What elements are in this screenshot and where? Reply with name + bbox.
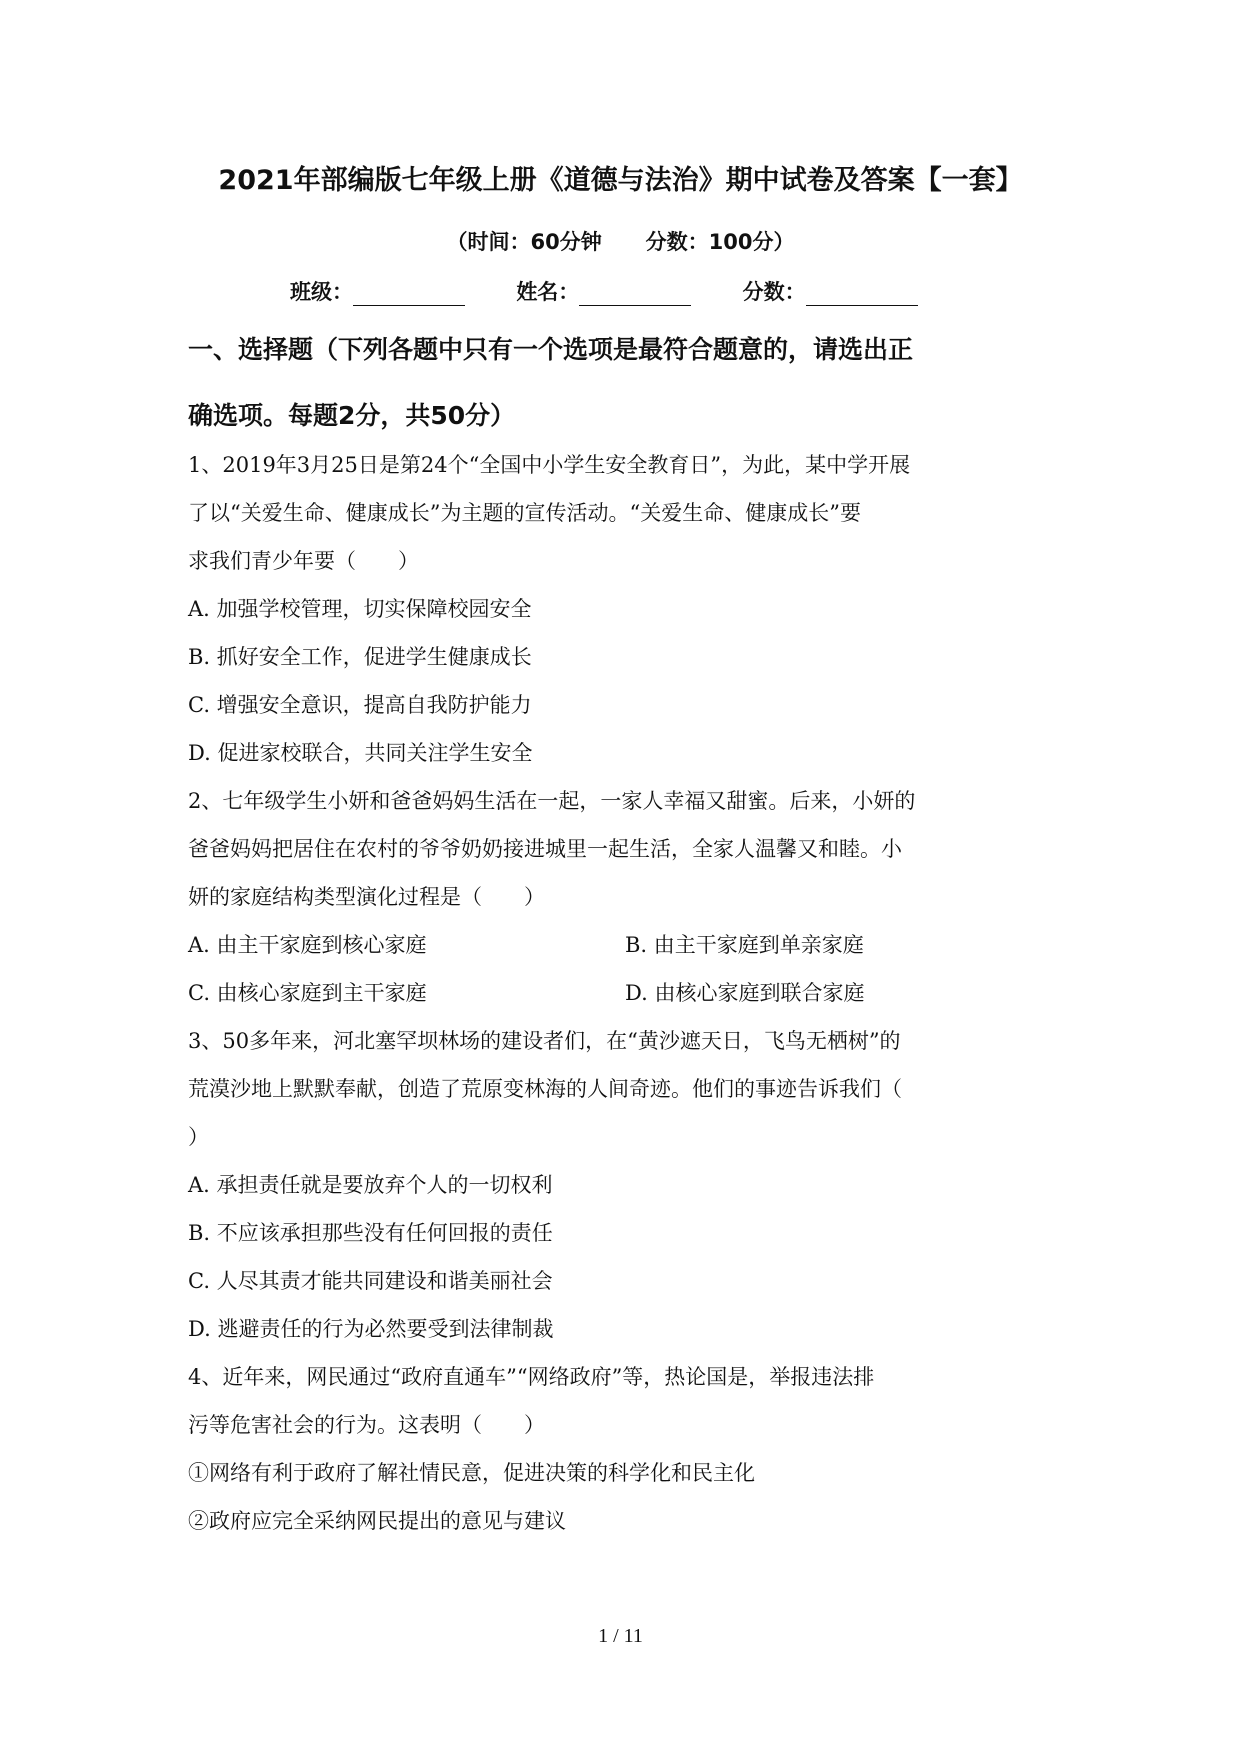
q3-line-1: 3、50多年来，河北塞罕坝林场的建设者们，在“黄沙遮天日，飞鸟无栖树”的 [188,1029,901,1053]
class-label: 班级： [290,280,353,304]
q4-statement-2: ②政府应完全采纳网民提出的意见与建议 [188,1509,566,1533]
page-number: 1 / 11 [598,1625,643,1647]
q3-option-a[interactable]: A. 承担责任就是要放弃个人的一切权利 [188,1173,553,1197]
q1-option-a[interactable]: A. 加强学校管理，切实保障校园安全 [188,597,532,621]
section-heading-line2: 确选项。每题2分，共50分） [188,401,516,430]
q1-line-2: 了以“关爱生命、健康成长”为主题的宣传活动。“关爱生命、健康成长”要 [188,501,861,525]
section-heading-line1: 一、选择题（下列各题中只有一个选项是最符合题意的，请选出正 [188,335,914,364]
q2-line-2: 爸爸妈妈把居住在农村的爷爷奶奶接进城里一起生活，全家人温馨又和睦。小 [188,837,902,861]
class-blank[interactable] [353,283,465,306]
q3-line-2: 荒漠沙地上默默奉献，创造了荒原变林海的人间奇迹。他们的事迹告诉我们（ [188,1077,902,1101]
q2-option-c[interactable]: C. 由核心家庭到主干家庭 [188,981,427,1005]
score-field[interactable] [743,276,918,306]
q1-option-b[interactable]: B. 抓好安全工作，促进学生健康成长 [188,645,532,669]
q1-line-1: 1、2019年3月25日是第24个“全国中小学生安全教育日”，为此，某中学开展 [188,453,911,477]
q1-option-d[interactable]: D. 促进家校联合，共同关注学生安全 [188,741,533,765]
q4-line-1: 4、近年来，网民通过“政府直通车”“网络政府”等，热论国是，举报违法排 [188,1365,875,1389]
score-blank[interactable] [806,283,918,306]
exam-title: 2021年部编版七年级上册《道德与法治》期中试卷及答案【一套】 [218,165,1023,196]
q3-line-3: ） [188,1125,209,1149]
q4-line-2: 污等危害社会的行为。这表明（ ） [188,1413,545,1437]
name-label: 姓名： [516,280,580,304]
q2-option-a[interactable]: A. 由主干家庭到核心家庭 [188,933,427,957]
exam-time-score: （时间：60分钟 分数：100分） [446,230,795,254]
score-label: 分数： [742,280,806,304]
q4-statement-1: ①网络有利于政府了解社情民意，促进决策的科学化和民主化 [188,1461,755,1485]
q2-option-b[interactable]: B. 由主干家庭到单亲家庭 [625,933,864,957]
class-field[interactable] [290,276,465,306]
q3-option-c[interactable]: C. 人尽其责才能共同建设和谐美丽社会 [188,1269,553,1293]
name-blank[interactable] [579,283,691,306]
q2-line-3: 妍的家庭结构类型演化过程是（ ） [188,885,545,909]
student-info-fields [290,276,962,306]
q2-option-d[interactable]: D. 由核心家庭到联合家庭 [625,981,865,1005]
q3-option-d[interactable]: D. 逃避责任的行为必然要受到法律制裁 [188,1317,554,1341]
q1-option-c[interactable]: C. 增强安全意识，提高自我防护能力 [188,693,532,717]
q1-line-3: 求我们青少年要（ ） [188,549,419,573]
q3-option-b[interactable]: B. 不应该承担那些没有任何回报的责任 [188,1221,553,1245]
name-field[interactable] [516,276,691,306]
q2-line-1: 2、七年级学生小妍和爸爸妈妈生活在一起，一家人幸福又甜蜜。后来，小妍的 [188,789,916,813]
